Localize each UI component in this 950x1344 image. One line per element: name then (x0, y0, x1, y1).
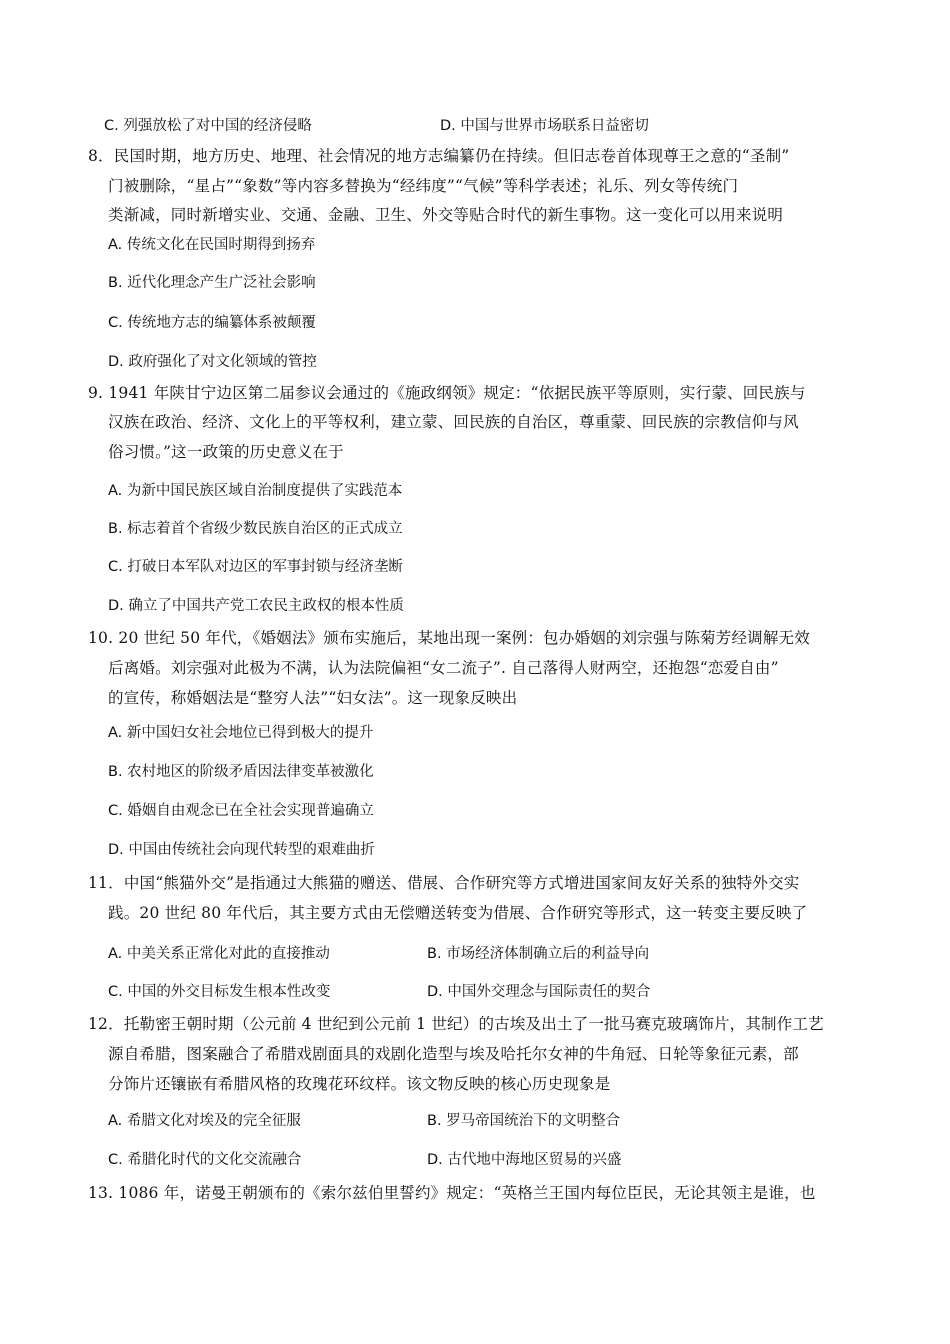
q12-stem-line-3: 分饰片还镶嵌有希腊风格的玫瑰花环纹样。该文物反映的核心历史现象是 (108, 1075, 611, 1093)
q12-option-a: A. 希腊文化对埃及的完全征服 (108, 1113, 301, 1129)
q11-stem-line-2: 践。20 世纪 80 年代后，其主要方式由无偿赠送转变为借展、合作研究等形式，这一转变主要反映了 (108, 904, 808, 922)
q7-option-d: D. 中国与世界市场联系日益密切 (440, 118, 649, 134)
q10-stem-line-2: 后离婚。刘宗强对此极为不满，认为法院偏袒“女二流子”. 自己落得人财两空，还抱怨“恋爱自由” (108, 659, 779, 677)
q10-option-a: A. 新中国妇女社会地位已得到极大的提升 (108, 725, 374, 741)
q12-option-b: B. 罗马帝国统治下的文明整合 (427, 1113, 621, 1129)
q12-stem-line-2: 源自希腊，图案融合了希腊戏剧面具的戏剧化造型与埃及哈托尔女神的牛角冠、日轮等象征元素，部 (108, 1045, 799, 1063)
q9-option-a: A. 为新中国民族区域自治制度提供了实践范本 (108, 483, 403, 499)
q8-option-b: B. 近代化理念产生广泛社会影响 (108, 275, 316, 291)
q10-option-b: B. 农村地区的阶级矛盾因法律变革被激化 (108, 764, 374, 780)
q8-stem-line-2: 门被删除，“星占”“象数”等内容多替换为“经纬度”“气候”等科学表述；礼乐、列女等传统门 (108, 177, 739, 195)
q9-option-c: C. 打破日本军队对边区的军事封锁与经济垄断 (108, 559, 403, 575)
q12-option-d: D. 古代地中海地区贸易的兴盛 (427, 1152, 622, 1168)
q13-stem-line-1: 13. 1086 年，诺曼王朝颁布的《索尔兹伯里誓约》规定：“英格兰王国内每位臣民，无论其领主是谁，也 (88, 1184, 816, 1202)
q11-option-a: A. 中美关系正常化对此的直接推动 (108, 946, 330, 962)
q10-stem-line-1: 10. 20 世纪 50 年代，《婚姻法》颁布实施后，某地出现一案例：包办婚姻的刘宗强与陈菊芳经调解无效 (88, 629, 810, 647)
q11-option-c: C. 中国的外交目标发生根本性改变 (108, 984, 331, 1000)
q11-stem-line-1: 11．中国“熊猫外交”是指通过大熊猫的赠送、借展、合作研究等方式增进国家间友好关系的独特外交实 (88, 874, 800, 892)
q7-option-c: C. 列强放松了对中国的经济侵略 (104, 118, 312, 134)
q12-option-c: C. 希腊化时代的文化交流融合 (108, 1152, 302, 1168)
q8-stem-line-1: 8．民国时期，地方历史、地理、社会情况的地方志编纂仍在持续。但旧志卷首体现尊王之意的“圣制” (88, 147, 790, 165)
q9-stem-line-1: 9. 1941 年陕甘宁边区第二届参议会通过的《施政纲领》规定：“依据民族平等原则，实行蒙、回民族与 (88, 384, 806, 402)
q8-stem-line-3: 类渐减，同时新增实业、交通、金融、卫生、外交等贴合时代的新生事物。这一变化可以用来说明 (108, 206, 784, 224)
q10-option-c: C. 婚姻自由观念已在全社会实现普遍确立 (108, 803, 374, 819)
q11-option-b: B. 市场经济体制确立后的利益导向 (427, 946, 650, 962)
q11-option-d: D. 中国外交理念与国际责任的契合 (427, 984, 651, 1000)
q9-option-d: D. 确立了中国共产党工农民主政权的根本性质 (108, 598, 404, 614)
q9-option-b: B. 标志着首个省级少数民族自治区的正式成立 (108, 521, 403, 537)
q8-option-a: A. 传统文化在民国时期得到扬弃 (108, 237, 316, 253)
q9-stem-line-2: 汉族在政治、经济、文化上的平等权利，建立蒙、回民族的自治区，尊重蒙、回民族的宗教信仰与风 (108, 413, 799, 431)
q9-stem-line-3: 俗习惯。”这一政策的历史意义在于 (108, 443, 344, 461)
q10-stem-line-3: 的宣传，称婚姻法是“整穷人法”“妇女法”。这一现象反映出 (108, 689, 518, 707)
q8-option-d: D. 政府强化了对文化领域的管控 (108, 354, 317, 370)
q8-option-c: C. 传统地方志的编纂体系被颠覆 (108, 315, 316, 331)
q10-option-d: D. 中国由传统社会向现代转型的艰难曲折 (108, 842, 375, 858)
q12-stem-line-1: 12．托勒密王朝时期（公元前 4 世纪到公元前 1 世纪）的古埃及出土了一批马赛克玻璃饰片，其制作工艺 (88, 1015, 824, 1033)
